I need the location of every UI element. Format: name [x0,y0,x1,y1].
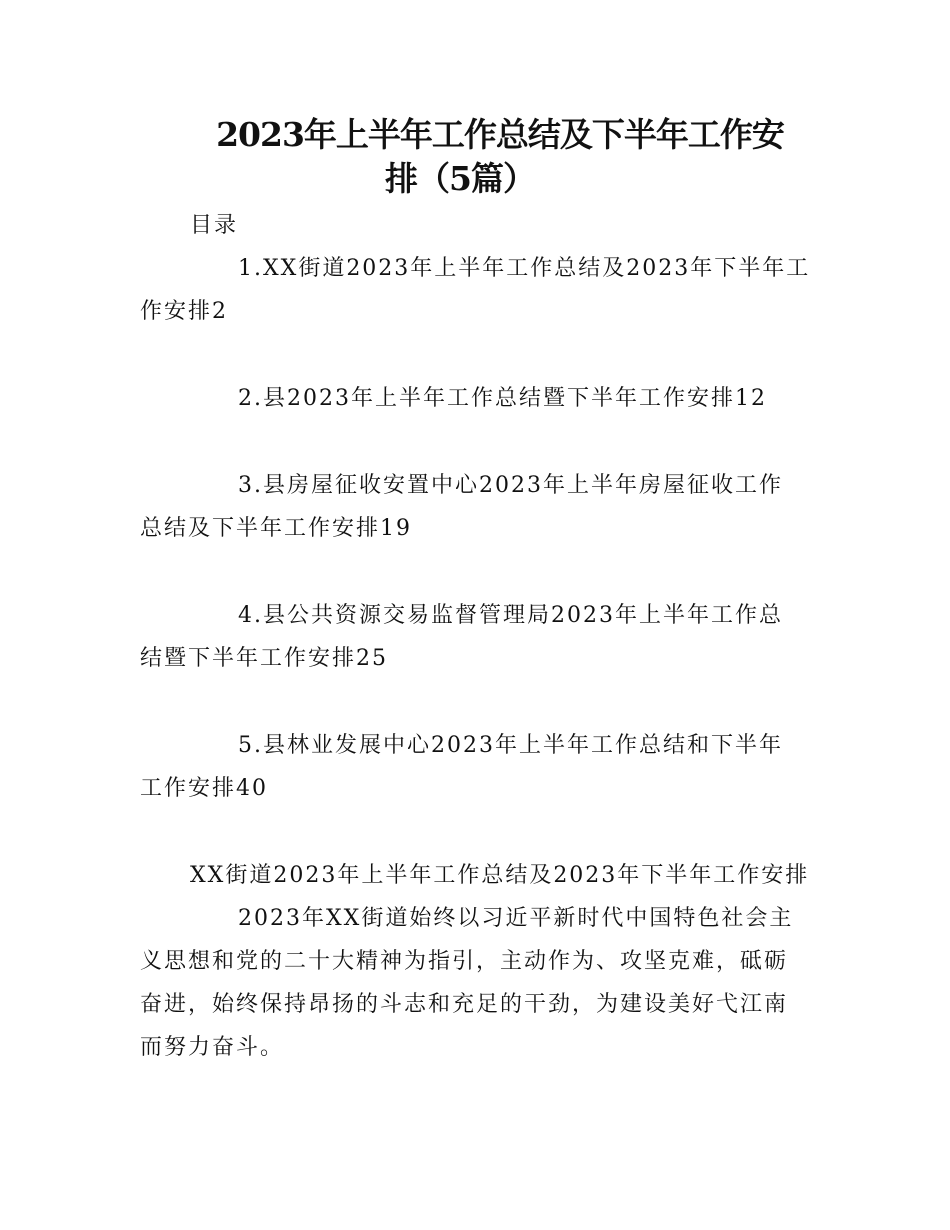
body-line: 义思想和党的二十大精神为指引，主动作为、攻坚克难，砥砺 [140,949,789,974]
toc-item-line: 作安排2 [140,299,228,324]
section-title-text: XX街道2023年上半年工作总结及2023年下半年工作安排 [190,863,810,888]
body-line: 奋进，始终保持昂扬的斗志和充足的干劲，为建设美好弋江南 [140,992,789,1017]
toc-item-line: 工作安排40 [140,776,268,801]
toc-item-line: 1.XX街道2023年上半年工作总结及2023年下半年工 [238,256,811,281]
toc-item-line: 5.县林业发展中心2023年上半年工作总结和下半年 [238,733,783,758]
toc-item [140,594,815,680]
toc-item-line: 4.县公共资源交易监督管理局2023年上半年工作总 [238,603,783,628]
toc-item-line: 2.县2023年上半年工作总结暨下半年工作安排12 [238,386,767,411]
body-paragraph [140,897,815,1069]
toc-item [140,377,815,420]
toc-item-line: 总结及下半年工作安排19 [140,516,412,541]
section-title [140,854,815,897]
toc-item [140,724,815,810]
document-title-line1: 2023年上半年工作总结及下半年工作安 [216,115,784,154]
toc-item [140,464,815,550]
body-line: 2023年XX街道始终以习近平新时代中国特色社会主 [238,906,794,931]
toc-item-line: 3.县房屋征收安置中心2023年上半年房屋征收工作 [238,473,783,498]
toc-heading: 目录 [190,213,239,238]
document-title-line2: 排（5篇） [385,159,535,198]
toc-item-line: 结暨下半年工作安排25 [140,646,388,671]
body-line: 而努力奋斗。 [140,1035,285,1060]
toc-item [140,247,815,333]
